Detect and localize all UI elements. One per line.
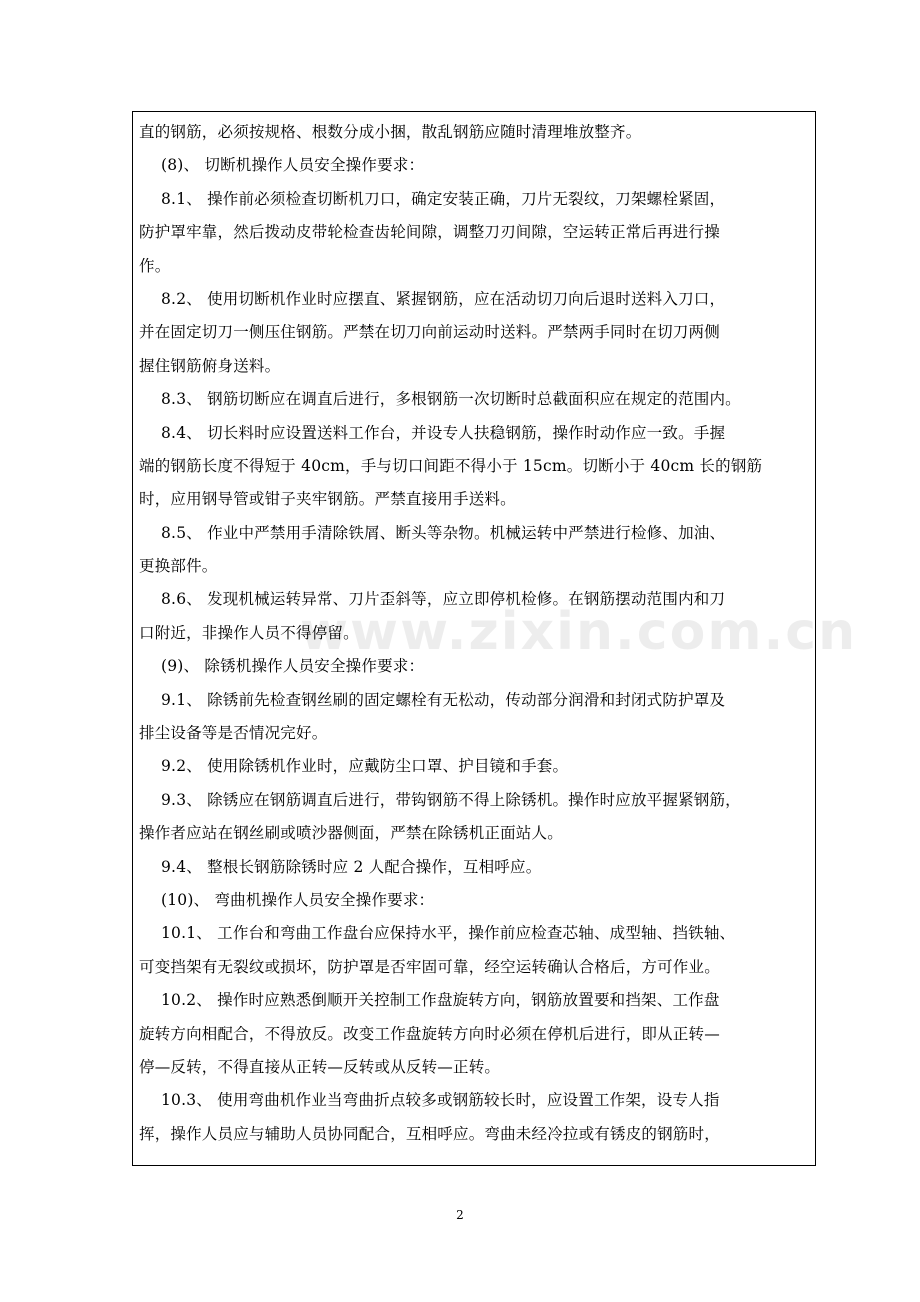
text-line: 握住钢筋俯身送料。 xyxy=(139,356,281,375)
text-line: 9.1、 除锈前先检查钢丝刷的固定螺栓有无松动，传动部分润滑和封闭式防护罩及 xyxy=(161,690,726,709)
document-frame xyxy=(132,111,816,1166)
text-line: 10.2、 操作时应熟悉倒顺开关控制工作盘旋转方向，钢筋放置要和挡架、工作盘 xyxy=(161,991,720,1010)
text-line: 作。 xyxy=(139,256,171,275)
text-line: 8.6、 发现机械运转异常、刀片歪斜等，应立即停机检修。在钢筋摆动范围内和刀 xyxy=(161,590,726,609)
text-line: 端的钢筋长度不得短于 40cm，手与切口间距不得小于 15cm。切断小于 40cm 长的钢筋 xyxy=(139,456,763,475)
section-heading: (10)、 弯曲机操作人员安全操作要求： xyxy=(161,890,435,909)
page-number: 2 xyxy=(456,1208,464,1222)
text-line: 并在固定切刀一侧压住钢筋。严禁在切刀向前运动时送料。严禁两手同时在切刀两侧 xyxy=(139,323,720,342)
text-line: 停—反转，不得直接从正转—反转或从反转—正转。 xyxy=(139,1057,501,1076)
text-line: 9.4、 整根长钢筋除锈时应 2 人配合操作，互相呼应。 xyxy=(161,857,542,876)
text-line: 旋转方向相配合，不得放反。改变工作盘旋转方向时必须在停机后进行，即从正转— xyxy=(139,1024,720,1043)
text-line: 时，应用钢导管或钳子夹牢钢筋。严禁直接用手送料。 xyxy=(139,490,516,509)
text-line: 8.2、 使用切断机作业时应摆直、紧握钢筋，应在活动切刀向后退时送料入刀口， xyxy=(161,289,726,308)
text-line: 10.1、 工作台和弯曲工作盘台应保持水平，操作前应检查芯轴、成型轴、挡铁轴、 xyxy=(161,924,736,943)
watermark: www.zixin.com.cn xyxy=(300,602,858,662)
document-body xyxy=(139,116,811,1151)
text-line: 操作者应站在钢丝刷或喷沙器侧面，严禁在除锈机正面站人。 xyxy=(139,824,563,843)
text-line: 口附近，非操作人员不得停留。 xyxy=(139,623,359,642)
text-line: 直的钢筋，必须按规格、根数分成小捆，散乱钢筋应随时清理堆放整齐。 xyxy=(139,123,642,141)
text-line: 9.2、 使用除锈机作业时，应戴防尘口罩、护目镜和手套。 xyxy=(161,757,569,776)
text-line: 挥，操作人员应与辅助人员协同配合，互相呼应。弯曲未经冷拉或有锈皮的钢筋时， xyxy=(139,1124,720,1143)
text-line: 8.5、 作业中严禁用手清除铁屑、断头等杂物。机械运转中严禁进行检修、加油、 xyxy=(161,523,726,542)
text-line: 10.3、 使用弯曲机作业当弯曲折点较多或钢筋较长时，应设置工作架，设专人指 xyxy=(161,1091,720,1110)
text-line: 防护罩牢靠，然后拨动皮带轮检查齿轮间隙，调整刀刃间隙，空运转正常后再进行操 xyxy=(139,223,720,242)
text-line: 8.4、 切长料时应设置送料工作台，并设专人扶稳钢筋，操作时动作应一致。手握 xyxy=(161,423,726,442)
section-heading: (9)、 除锈机操作人员安全操作要求： xyxy=(161,657,425,676)
text-line: 可变挡架有无裂纹或损坏，防护罩是否牢固可靠，经空运转确认合格后，方可作业。 xyxy=(139,957,720,976)
section-heading: (8)、 切断机操作人员安全操作要求： xyxy=(161,156,425,175)
text-line: 9.3、 除锈应在钢筋调直后进行，带钩钢筋不得上除锈机。操作时应放平握紧钢筋， xyxy=(161,790,741,809)
text-line: 更换部件。 xyxy=(139,557,218,576)
text-line: 8.3、 钢筋切断应在调直后进行，多根钢筋一次切断时总截面积应在规定的范围内。 xyxy=(161,390,741,409)
text-line: 排尘设备等是否情况完好。 xyxy=(139,724,328,743)
text-line: 8.1、 操作前必须检查切断机刀口，确定安装正确，刀片无裂纹，刀架螺栓紧固， xyxy=(161,189,726,208)
